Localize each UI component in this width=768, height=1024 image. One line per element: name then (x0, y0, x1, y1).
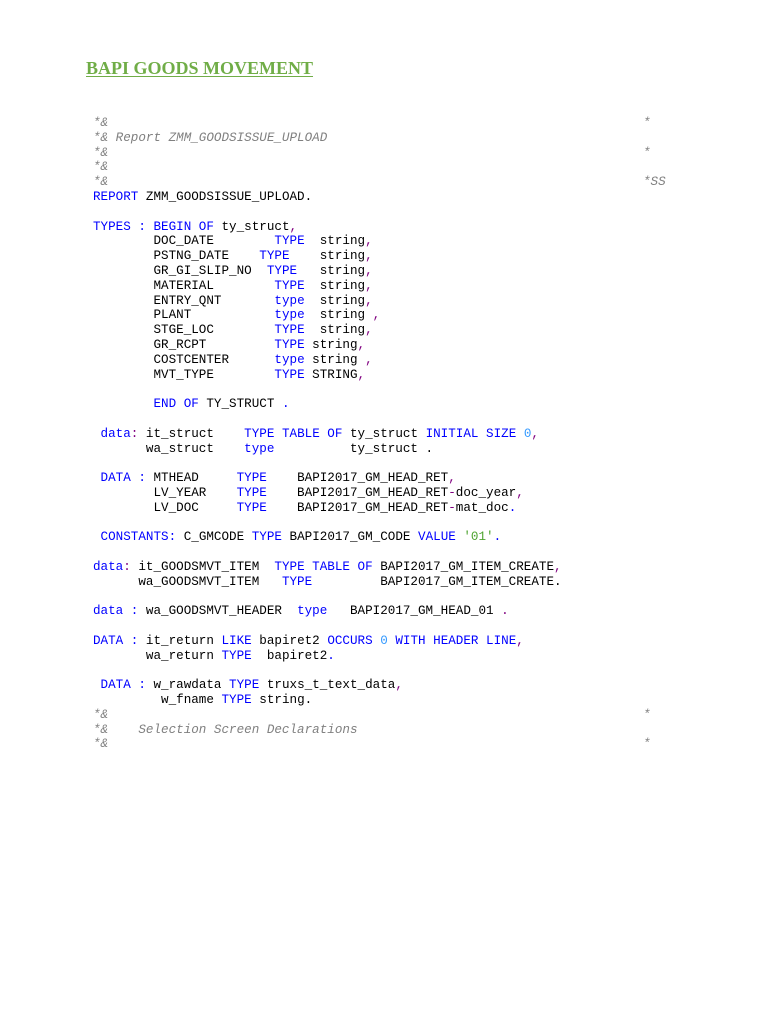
code-line (93, 486, 713, 501)
code-token: truxs_t_text_data (266, 678, 396, 693)
code-line (93, 397, 713, 412)
code-line (93, 530, 713, 545)
code-token: , (365, 278, 373, 293)
blank-line (93, 516, 713, 531)
code-token: 0 (380, 633, 396, 648)
code-token: string (304, 352, 366, 367)
code-token: TYPE (221, 648, 252, 663)
code-token: . (327, 648, 335, 663)
code-token: TYPE TABLE OF (244, 426, 350, 441)
code-token: - (448, 485, 456, 500)
code-token: , (365, 234, 373, 249)
code-token: mat_doc (455, 500, 509, 515)
code-token: string. (259, 693, 313, 708)
code-token: END OF (93, 397, 207, 412)
code-line (93, 323, 713, 338)
code-token: BAPI2017_GM_HEAD_01 (327, 604, 502, 619)
code-token: , (554, 559, 562, 574)
code-token: TYPE (236, 500, 267, 515)
code-token: COSTCENTER (93, 352, 275, 367)
code-token: *& (93, 707, 109, 722)
code-line (93, 471, 713, 486)
code-line (93, 560, 713, 575)
code-token: INITIAL SIZE (425, 426, 524, 441)
code-token: string (289, 249, 366, 264)
code-token: TYPE (236, 471, 267, 486)
code-token: data (93, 559, 124, 574)
code-token: type (297, 604, 328, 619)
code-token: , (516, 633, 524, 648)
code-token: bapiret2 (259, 633, 328, 648)
code-token: type (274, 308, 305, 323)
comment-box-edge: *SS (643, 175, 666, 190)
blank-line (93, 456, 713, 471)
code-token: MATERIAL (93, 278, 275, 293)
code-token: LV_DOC (93, 500, 237, 515)
code-line (93, 693, 713, 708)
code-token: w_rawdata (153, 678, 230, 693)
code-token: - (448, 500, 456, 515)
code-token: wa_struct (93, 441, 245, 456)
code-line (93, 131, 713, 146)
comment-box-edge: * (643, 145, 651, 160)
code-token: *& (93, 145, 109, 160)
code-token: ENTRY_QNT (93, 293, 275, 308)
blank-line (93, 545, 713, 560)
code-token: , (365, 352, 373, 367)
code-line (93, 116, 713, 131)
code-token: , (395, 678, 403, 693)
code-token: LV_YEAR (93, 485, 237, 500)
blank-line (93, 205, 713, 220)
code-line (93, 649, 713, 664)
code-token: string (304, 278, 366, 293)
code-token: *& (93, 116, 109, 130)
code-line (93, 723, 713, 738)
code-token: it_GOODSMVT_ITEM (130, 559, 275, 574)
code-token: MVT_TYPE (93, 367, 275, 382)
code-token: LIKE (221, 633, 260, 648)
code-token: TYPES : BEGIN OF (93, 219, 222, 234)
code-token: PLANT (93, 308, 275, 323)
code-token: w_fname (93, 693, 222, 708)
code-token: STGE_LOC (93, 323, 275, 338)
comment-box-edge: * (643, 737, 651, 752)
code-line (93, 160, 713, 175)
code-token: . (493, 530, 502, 545)
code-token: type (274, 352, 305, 367)
code-token: , (365, 323, 373, 338)
code-token: , (372, 308, 381, 323)
blank-line (93, 412, 713, 427)
code-line (93, 220, 713, 235)
code-line (93, 249, 713, 264)
code-token: PSTNG_DATE (93, 249, 260, 264)
code-token: TYPE (274, 323, 305, 338)
code-token: string (304, 234, 366, 249)
comment-box-edge: * (643, 707, 651, 722)
code-token: wa_GOODSMVT_ITEM (93, 574, 282, 589)
code-token: TYPE (236, 485, 267, 500)
code-token: , (289, 219, 298, 234)
code-token: GR_GI_SLIP_NO (93, 263, 267, 278)
code-token: TYPE (274, 367, 305, 382)
code-token: C_GMCODE (183, 530, 252, 545)
code-token: BAPI2017_GM_HEAD_RET (266, 471, 449, 486)
code-token: string (304, 323, 366, 338)
code-line (93, 604, 713, 619)
code-token: , (365, 263, 373, 278)
code-token: data (93, 426, 131, 441)
blank-line (93, 619, 713, 634)
code-line (93, 501, 713, 516)
code-token: CONSTANTS: (93, 530, 184, 545)
code-line (93, 442, 713, 457)
code-token: : (123, 559, 131, 574)
code-token: it_return (145, 633, 222, 648)
code-token: , (357, 337, 366, 352)
document-title: BAPI GOODS MOVEMENT (86, 58, 314, 78)
code-line (93, 737, 713, 752)
code-token: DOC_DATE (93, 234, 275, 249)
code-token: TYPE (221, 693, 260, 708)
code-token: *& Selection Screen Declarations (93, 722, 358, 737)
code-line (93, 708, 713, 723)
code-token: *& (93, 175, 109, 190)
code-token: , (516, 485, 524, 500)
code-token: REPORT (93, 189, 146, 204)
code-line (93, 175, 713, 190)
blank-line (93, 382, 713, 397)
code-token: ty_struct . (274, 441, 434, 456)
code-token: it_struct (138, 426, 245, 441)
code-token: BAPI2017_GM_HEAD_RET (266, 485, 449, 500)
code-token: wa_GOODSMVT_HEADER (145, 604, 298, 619)
code-token: data : (93, 604, 146, 619)
code-token: TYPE (259, 249, 290, 264)
code-token: DATA : (93, 678, 154, 693)
code-token: *& (93, 160, 109, 175)
code-token: string (304, 293, 366, 308)
code-token: TYPE TABLE OF (274, 559, 381, 574)
code-token: BAPI2017_GM_ITEM_CREATE. (312, 574, 562, 589)
code-token: string (304, 337, 358, 352)
code-token: , (448, 471, 456, 486)
code-line (93, 427, 713, 442)
code-line (93, 308, 713, 323)
code-token: DATA : (93, 633, 146, 648)
code-token: type (274, 293, 305, 308)
code-token: type (244, 441, 275, 456)
code-token: TYPE (266, 263, 298, 278)
code-line (93, 190, 713, 205)
code-token: ty_struct (221, 219, 290, 234)
code-token: ZMM_GOODSISSUE_UPLOAD. (145, 189, 313, 204)
code-token: . (501, 604, 509, 619)
code-line (93, 264, 713, 279)
code-token: , (357, 367, 366, 382)
code-token: OCCURS (327, 633, 381, 648)
code-token: , (531, 426, 539, 441)
code-token: BAPI2017_GM_ITEM_CREATE (380, 559, 555, 574)
code-token: doc_year (455, 485, 517, 500)
code-token: string (304, 308, 373, 323)
code-token: , (365, 249, 373, 264)
code-token: bapiret2 (251, 648, 328, 663)
code-token: GR_RCPT (93, 337, 275, 352)
code-token: TYPE (229, 678, 267, 693)
code-line (93, 146, 713, 161)
code-token: BAPI2017_GM_HEAD_RET (266, 500, 449, 515)
code-token: *& (93, 737, 109, 752)
code-token: , (365, 293, 373, 308)
code-token: '01' (463, 530, 494, 545)
code-token: ty_struct (349, 426, 426, 441)
code-token: DATA : (93, 471, 154, 486)
code-token: *& Report ZMM_GOODSISSUE_UPLOAD (93, 130, 328, 145)
code-token: TYPE (281, 574, 313, 589)
code-token: 0 (523, 426, 532, 441)
code-line (93, 294, 713, 309)
code-token: string (297, 263, 366, 278)
code-token: TYPE (274, 278, 305, 293)
code-token: wa_return (93, 648, 222, 663)
blank-line (93, 590, 713, 605)
code-token: : (130, 426, 139, 441)
code-line (93, 368, 713, 383)
blank-line (93, 663, 713, 678)
code-token: BAPI2017_GM_CODE (289, 530, 419, 545)
code-block (93, 116, 713, 752)
code-line (93, 279, 713, 294)
code-line (93, 634, 713, 649)
code-line (93, 575, 713, 590)
code-token: TYPE (274, 337, 305, 352)
comment-box-edge: * (643, 116, 651, 130)
code-token: TYPE (274, 234, 305, 249)
code-token: WITH HEADER LINE (395, 633, 517, 648)
code-token: MTHEAD (153, 471, 237, 486)
code-line (93, 353, 713, 368)
code-token: TY_STRUCT (206, 397, 282, 412)
code-token: TYPE (251, 530, 290, 545)
code-token: STRING (304, 367, 358, 382)
code-token: . (281, 397, 290, 412)
code-token: . (508, 500, 517, 515)
code-token: VALUE (418, 530, 464, 545)
code-line (93, 234, 713, 249)
code-line (93, 338, 713, 353)
code-line (93, 678, 713, 693)
